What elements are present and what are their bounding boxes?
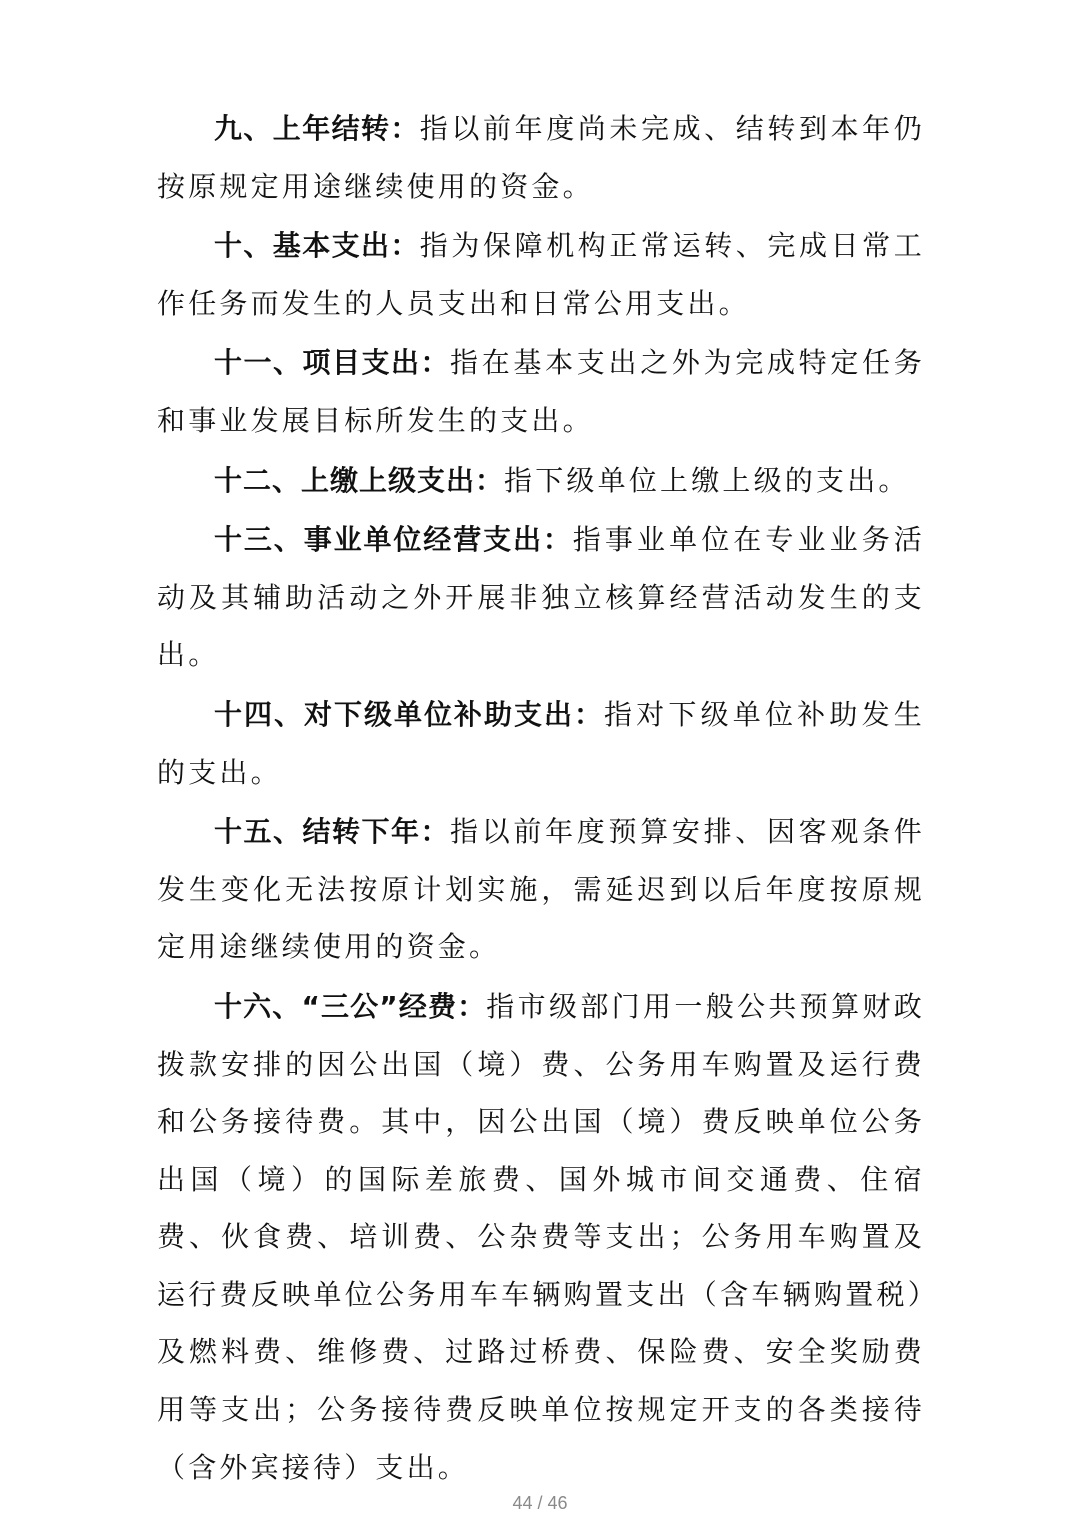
- term-definition: 指市级部门用一般公共预算财政拨款安排的因公出国（境）费、公务用车购置及运行费和公务接待费。其中，因公出国（境）费反映单位公务出国（境）的国际差旅费、国外城市间交通费、住宿费、伙食费、培训费、公杂费等支出；公务用车购置及运行费反映单位公务用车车辆购置支出（含车辆购置税）及燃料费、维修费、过路过桥费、保险费、安全奖励费用等支出；公务接待费反映单位按规定开支的各类接待（含外宾接待）支出。: [157, 989, 925, 1484]
- term-heading: 十一、项目支出：: [214, 346, 450, 380]
- paragraph-item-9: [157, 100, 925, 215]
- page-number: 44 / 46: [512, 1493, 568, 1513]
- paragraph-item-11: [157, 334, 925, 449]
- term-definition: 指以前年度预算安排、因客观条件发生变化无法按原计划实施，需延迟到以后年度按原规定用途继续使用的资金。: [157, 815, 925, 964]
- term-heading: 十五、结转下年：: [214, 815, 450, 849]
- paragraph-item-12: [157, 452, 925, 510]
- term-heading: 十三、事业单位经营支出：: [214, 523, 573, 557]
- paragraph-item-14: [157, 686, 925, 801]
- term-definition: 指下级单位上缴上级的支出。: [504, 463, 910, 497]
- term-definition: 指对下级单位补助发生的支出。: [157, 697, 925, 789]
- paragraph-item-13: [157, 511, 925, 684]
- term-heading: 十四、对下级单位补助支出：: [214, 697, 604, 731]
- paragraph-item-16: [157, 978, 925, 1496]
- term-definition: 指为保障机构正常运转、完成日常工作任务而发生的人员支出和日常公用支出。: [157, 229, 925, 320]
- term-heading: 十二、上缴上级支出：: [214, 463, 505, 497]
- paragraph-item-10: [157, 217, 925, 332]
- term-heading: 十六、“三公”经费：: [214, 989, 487, 1023]
- paragraph-item-15: [157, 803, 925, 976]
- term-definition: 指以前年度尚未完成、结转到本年仍按原规定用途继续使用的资金。: [157, 112, 925, 203]
- term-heading: 十、基本支出：: [214, 229, 420, 263]
- term-heading: 九、上年结转：: [214, 112, 420, 145]
- document-body: [157, 100, 925, 1498]
- term-definition: 指事业单位在专业业务活动及其辅助活动之外开展非独立核算经营活动发生的支出。: [157, 523, 925, 672]
- term-definition: 指在基本支出之外为完成特定任务和事业发展目标所发生的支出。: [157, 346, 925, 437]
